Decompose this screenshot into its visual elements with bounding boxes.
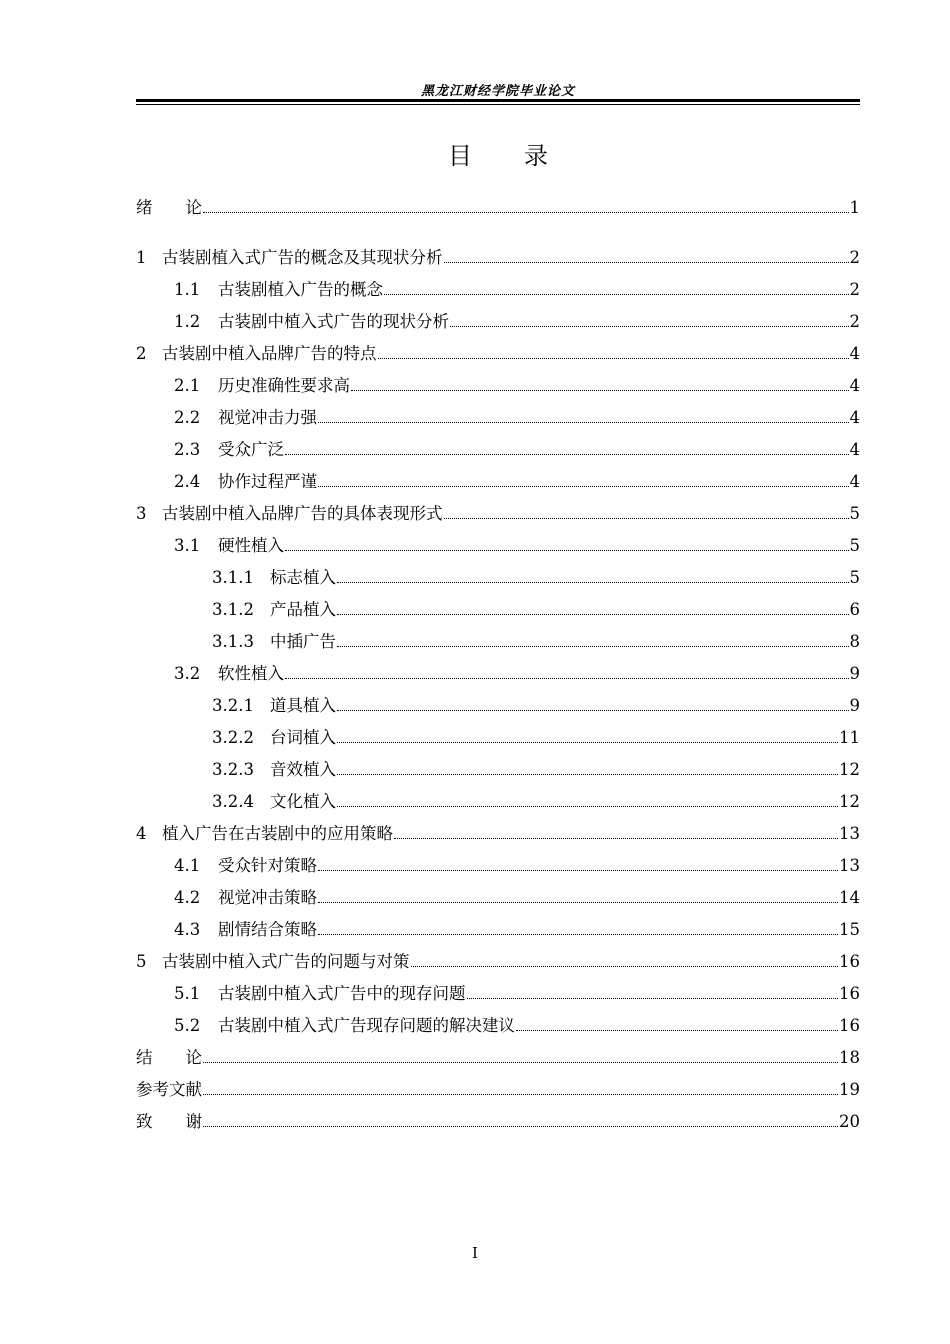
- toc-entry-page: 12: [839, 760, 860, 779]
- toc-entry-label: [174, 312, 449, 332]
- toc-entry-number: 1.1: [174, 280, 201, 299]
- toc-entry-label: [174, 440, 284, 460]
- toc-entry[interactable]: [136, 532, 860, 556]
- toc-entry-page: 5: [849, 536, 860, 555]
- toc-entry-label: [136, 1112, 202, 1132]
- toc-entry-number: 4.1: [174, 856, 201, 875]
- toc-dot-leader: [203, 212, 849, 213]
- toc-entry-page: 15: [839, 920, 860, 939]
- toc-entry-page: 4: [849, 472, 860, 491]
- toc-entry-title: 古装剧植入式广告的概念及其现状分析: [162, 248, 443, 267]
- toc-dot-leader: [318, 934, 838, 935]
- toc-dot-leader: [337, 614, 849, 615]
- toc-entry-page: 16: [839, 1016, 860, 1035]
- toc-entry-label: [136, 198, 202, 218]
- toc-entry[interactable]: [136, 628, 860, 652]
- toc-entry-title: 植入广告在古装剧中的应用策略: [162, 824, 393, 843]
- toc-entry-label: [174, 280, 383, 300]
- toc-dot-leader: [378, 358, 849, 359]
- toc-entry-label: [212, 792, 336, 812]
- toc-entry-title: 古装剧中植入品牌广告的特点: [162, 344, 377, 363]
- page-header: 黑龙江财经学院毕业论文: [420, 84, 575, 99]
- toc-entry-number: 3.1: [174, 536, 201, 555]
- toc-entry-page: 9: [849, 664, 860, 683]
- toc-dot-leader: [411, 966, 839, 967]
- toc-entry-title: 受众广泛: [218, 440, 284, 459]
- toc-dot-leader: [318, 902, 838, 903]
- toc-entry-label: [212, 568, 336, 588]
- toc-entry-page: 5: [849, 568, 860, 587]
- toc-entry-label: [174, 376, 350, 396]
- toc-entry-number: 3: [136, 504, 147, 523]
- toc-entry-page: 5: [849, 504, 860, 523]
- toc-dot-leader: [337, 646, 849, 647]
- toc-entry-label: [212, 632, 336, 652]
- toc-entry[interactable]: [136, 500, 860, 524]
- toc-entry[interactable]: [136, 596, 860, 620]
- toc-dot-leader: [394, 838, 838, 839]
- toc-dot-leader: [318, 422, 849, 423]
- toc-entry-number: 3.2: [174, 664, 201, 683]
- toc-entry-page: 4: [849, 408, 860, 427]
- toc-dot-leader: [203, 1126, 838, 1127]
- toc-entry-number: 3.2.2: [212, 728, 254, 747]
- toc-entry-page: 2: [849, 312, 860, 331]
- toc-entry[interactable]: [136, 404, 860, 428]
- toc-entry-page: 4: [849, 440, 860, 459]
- toc-entry-title: 标志植入: [270, 568, 336, 587]
- toc-entry-label: [174, 920, 317, 940]
- toc-entry[interactable]: [136, 756, 860, 780]
- toc-entry-label: [174, 472, 317, 492]
- toc-entry-number: 5: [136, 952, 147, 971]
- page-number: I: [472, 1244, 478, 1262]
- toc-entry-page: 14: [839, 888, 860, 907]
- toc-entry-number: 2: [136, 344, 147, 363]
- toc-dot-leader: [337, 774, 838, 775]
- toc-entry-title: 音效植入: [270, 760, 336, 779]
- toc-entry-label: [136, 1048, 202, 1068]
- toc-entry-label: [136, 824, 393, 844]
- toc-entry-title: 古装剧植入广告的概念: [218, 280, 383, 299]
- toc-entry-page: 12: [839, 792, 860, 811]
- toc-entry-title: 视觉冲击策略: [218, 888, 317, 907]
- toc-dot-leader: [444, 262, 849, 263]
- toc-dot-leader: [337, 806, 838, 807]
- toc-entry-page: 2: [849, 248, 860, 267]
- toc-entry-title: 剧情结合策略: [218, 920, 317, 939]
- toc-entry[interactable]: [136, 308, 860, 332]
- toc-entry-label: [212, 696, 336, 716]
- toc-entry-title: 古装剧中植入式广告的现状分析: [218, 312, 449, 331]
- toc-entry-page: 19: [839, 1080, 860, 1099]
- toc-entry-page: 16: [839, 952, 860, 971]
- toc-entry-number: 3.1.2: [212, 600, 254, 619]
- toc-entry-page: 18: [839, 1048, 860, 1067]
- toc-entry-page: 13: [839, 856, 860, 875]
- toc-entry-number: 4.3: [174, 920, 201, 939]
- toc-entry[interactable]: [136, 916, 860, 940]
- toc-entry-label: [174, 408, 317, 428]
- toc-dot-leader: [444, 518, 849, 519]
- toc-entry-number: 1: [136, 248, 147, 267]
- toc-entry-number: 2.4: [174, 472, 201, 491]
- toc-entry-page: 1: [849, 198, 860, 217]
- toc-entry-number: 5.2: [174, 1016, 201, 1035]
- toc-entry-title: 视觉冲击力强: [218, 408, 317, 427]
- toc-entry-label: [136, 952, 410, 972]
- toc-entry-title: 历史准确性要求高: [218, 376, 350, 395]
- toc-entry-label: [174, 1016, 515, 1036]
- toc-entry-page: 2: [849, 280, 860, 299]
- toc-entry[interactable]: [136, 436, 860, 460]
- toc-entry-number: 4.2: [174, 888, 201, 907]
- toc-entry-title: 受众针对策略: [218, 856, 317, 875]
- toc-entry-title: 古装剧中植入式广告现存问题的解决建议: [218, 1016, 515, 1035]
- toc-entry-title: 软性植入: [218, 664, 284, 683]
- toc-dot-leader: [384, 294, 849, 295]
- toc-entry-label: [136, 1080, 202, 1100]
- toc-entry[interactable]: [136, 1076, 860, 1100]
- toc-dot-leader: [285, 454, 849, 455]
- toc-entry[interactable]: [136, 724, 860, 748]
- toc-dot-leader: [516, 1030, 838, 1031]
- toc-entry-title: 硬性植入: [218, 536, 284, 555]
- toc-dot-leader: [318, 870, 838, 871]
- toc-entry-number: 3.1.3: [212, 632, 254, 651]
- toc-entry-title: 参考文献: [136, 1080, 202, 1099]
- toc-entry-label: [212, 760, 336, 780]
- toc-entry-page: 20: [839, 1112, 860, 1131]
- toc-entry-label: [174, 888, 317, 908]
- toc-dot-leader: [450, 326, 849, 327]
- toc-entry-page: 8: [849, 632, 860, 651]
- toc-entry[interactable]: [136, 852, 860, 876]
- toc-entry-title: 结 论: [136, 1048, 202, 1067]
- toc-entry-number: 5.1: [174, 984, 201, 1003]
- toc-entry-title: 致 谢: [136, 1112, 202, 1131]
- toc-entry[interactable]: [136, 244, 860, 268]
- toc-entry-number: 3.1.1: [212, 568, 254, 587]
- toc-dot-leader: [318, 486, 849, 487]
- toc-entry-number: 2.2: [174, 408, 201, 427]
- toc-entry-number: 4: [136, 824, 147, 843]
- toc-dot-leader: [337, 710, 849, 711]
- toc-entry-number: 3.2.1: [212, 696, 254, 715]
- toc-entry[interactable]: [136, 1108, 860, 1132]
- toc-entry[interactable]: [136, 692, 860, 716]
- toc-dot-leader: [467, 998, 839, 999]
- toc-entry-title: 协作过程严谨: [218, 472, 317, 491]
- toc-entry-page: 6: [849, 600, 860, 619]
- toc-entry-title: 古装剧中植入品牌广告的具体表现形式: [162, 504, 443, 523]
- toc-entry-label: [174, 856, 317, 876]
- toc-entry-page: 16: [839, 984, 860, 1003]
- toc-entry-title: 台词植入: [270, 728, 336, 747]
- toc-entry-page: 11: [839, 728, 860, 747]
- toc-entry-number: 2.1: [174, 376, 201, 395]
- toc-entry[interactable]: [136, 788, 860, 812]
- toc-dot-leader: [203, 1094, 838, 1095]
- toc-entry[interactable]: [136, 564, 860, 588]
- toc-entry-page: 4: [849, 344, 860, 363]
- toc-entry-title: 文化植入: [270, 792, 336, 811]
- toc-entry[interactable]: [136, 884, 860, 908]
- toc-dot-leader: [337, 582, 849, 583]
- toc-entry-title: 道具植入: [270, 696, 336, 715]
- toc-entry-label: [212, 728, 336, 748]
- toc-dot-leader: [203, 1062, 838, 1063]
- toc-entry-label: [174, 984, 466, 1004]
- toc-entry-label: [174, 536, 284, 556]
- toc-entry-label: [136, 504, 443, 524]
- toc-entry[interactable]: [136, 468, 860, 492]
- header-rule-thick: [136, 99, 860, 102]
- toc-entry[interactable]: [136, 1012, 860, 1036]
- toc-dot-leader: [285, 550, 849, 551]
- toc-entry-number: 3.2.3: [212, 760, 254, 779]
- toc-entry-page: 9: [849, 696, 860, 715]
- toc-entry-label: [212, 600, 336, 620]
- toc-entry-title: 产品植入: [270, 600, 336, 619]
- toc-entry-page: 4: [849, 376, 860, 395]
- toc-entry-label: [136, 248, 443, 268]
- toc-entry-number: 2.3: [174, 440, 201, 459]
- toc-entry-number: 1.2: [174, 312, 201, 331]
- toc-dot-leader: [337, 742, 838, 743]
- toc-entry[interactable]: [136, 660, 860, 684]
- toc-entry-title: 古装剧中植入式广告中的现存问题: [218, 984, 466, 1003]
- toc-entry-title: 中插广告: [270, 632, 336, 651]
- toc-entry[interactable]: [136, 1044, 860, 1068]
- toc-entry-number: 3.2.4: [212, 792, 254, 811]
- toc-entry-label: [174, 664, 284, 684]
- toc-entry-title: 绪 论: [136, 198, 202, 217]
- toc-dot-leader: [285, 678, 849, 679]
- toc-entry-label: [136, 344, 377, 364]
- header-rule-thin: [136, 104, 860, 105]
- toc-entry[interactable]: [136, 194, 860, 218]
- toc-entry-title: 古装剧中植入式广告的问题与对策: [162, 952, 410, 971]
- toc-entry[interactable]: [136, 340, 860, 364]
- page-title: 目录: [448, 142, 600, 170]
- toc-entry[interactable]: [136, 820, 860, 844]
- toc-entry[interactable]: [136, 276, 860, 300]
- toc-dot-leader: [351, 390, 849, 391]
- toc-entry-page: 13: [839, 824, 860, 843]
- toc-entry[interactable]: [136, 980, 860, 1004]
- toc-entry[interactable]: [136, 948, 860, 972]
- toc-entry[interactable]: [136, 372, 860, 396]
